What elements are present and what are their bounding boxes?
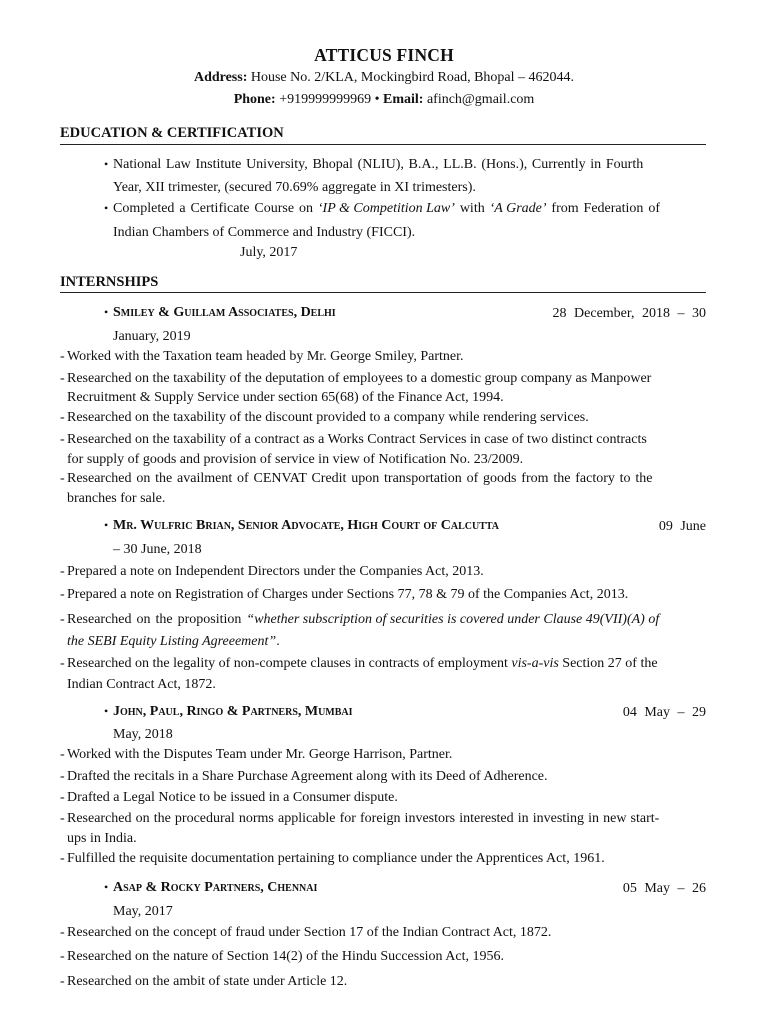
list-item-text: Researched on the legality of non-compete clauses in contracts of employment bbox=[67, 656, 512, 671]
list-item bbox=[60, 974, 347, 990]
list-item-text: Researched on the proposition bbox=[67, 612, 247, 627]
period: . bbox=[276, 634, 280, 649]
education-item-1-line-1: National Law Institute University, Bhopal (NLIU), B.A., LL.B. (Hons.), Currently in Fourth bbox=[113, 157, 644, 172]
address-label: Address: bbox=[193, 70, 248, 85]
phone-value: +919999999969 • bbox=[275, 92, 383, 107]
address-value: House No. 2/KLA, Mockingbird Road, Bhopal – 462044. bbox=[247, 70, 575, 85]
dash-icon: - bbox=[60, 974, 65, 989]
dash-icon: - bbox=[60, 564, 65, 579]
internship-date-cont: January, 2019 bbox=[113, 329, 191, 344]
firm-name: Mr. Wulfric Brian, Senior Advocate, High Court of Calcutta bbox=[113, 518, 500, 533]
latin-term: vis-a-vis bbox=[511, 656, 559, 671]
list-item bbox=[60, 949, 504, 965]
internship-date-cont: – 30 June, 2018 bbox=[113, 542, 202, 557]
list-item-text: Researched on the taxability of a contract as a Works Contract Services in case of two distinct contracts bbox=[67, 432, 647, 447]
list-item bbox=[60, 790, 398, 806]
dash-icon: - bbox=[60, 656, 65, 671]
list-item-text: Researched on the availment of CENVAT Credit upon transportation of goods from the factory to the bbox=[67, 471, 653, 486]
list-item bbox=[60, 851, 605, 867]
list-item bbox=[60, 371, 651, 387]
list-item bbox=[60, 925, 551, 941]
dash-icon: - bbox=[60, 349, 65, 364]
education-item-2-course: ‘IP & Competition Law’ bbox=[317, 201, 455, 216]
email-label: Email: bbox=[382, 92, 424, 107]
list-item-continuation: Recruitment & Supply Service under section 65(68) of the Finance Act, 1994. bbox=[67, 390, 504, 405]
internships-section-title: INTERNSHIPS bbox=[60, 274, 159, 290]
dash-icon: - bbox=[60, 612, 65, 627]
list-item bbox=[60, 612, 659, 628]
contact-line bbox=[0, 92, 768, 108]
internship-firm bbox=[104, 704, 353, 720]
firm-name: Smiley & Guillam Associates, Delhi bbox=[113, 305, 336, 320]
list-item-text: Researched on the procedural norms applicable for foreign investors interested in investing in new start- bbox=[67, 811, 660, 826]
list-item-text: Worked with the Disputes Team under Mr. George Harrison, Partner. bbox=[67, 747, 453, 762]
internship-date: 05 May – 26 bbox=[622, 881, 706, 896]
education-item-2-date: July, 2017 bbox=[240, 245, 298, 260]
list-item-text: Researched on the nature of Section 14(2) of the Hindu Succession Act, 1956. bbox=[67, 949, 505, 964]
dash-icon: - bbox=[60, 769, 65, 784]
bullet-icon: • bbox=[104, 305, 109, 319]
proposition-quote-cont: the SEBI Equity Listing Agreeement” bbox=[67, 634, 277, 649]
list-item-text: Section 27 of the bbox=[558, 656, 658, 671]
list-item bbox=[60, 656, 658, 672]
internship-firm bbox=[104, 880, 317, 896]
dash-icon: - bbox=[60, 410, 65, 425]
list-item bbox=[60, 564, 484, 580]
education-item-1-line-2: Year, XII trimester, (secured 70.69% aggregate in XI trimesters). bbox=[113, 180, 476, 195]
dash-icon: - bbox=[60, 432, 65, 447]
candidate-name: ATTICUS FINCH bbox=[314, 45, 454, 65]
education-item-2-grade: ‘A Grade’ bbox=[489, 201, 547, 216]
list-item bbox=[60, 769, 548, 785]
list-item bbox=[60, 410, 589, 426]
list-item-continuation: ups in India. bbox=[67, 831, 137, 846]
internship-date: 04 May – 29 bbox=[622, 705, 706, 720]
list-item-text: Drafted a Legal Notice to be issued in a Consumer dispute. bbox=[67, 790, 398, 805]
list-item bbox=[60, 432, 647, 448]
list-item-text: Drafted the recitals in a Share Purchase Agreement along with its Deed of Adherence. bbox=[67, 769, 548, 784]
list-item bbox=[60, 587, 628, 603]
dash-icon: - bbox=[60, 811, 65, 826]
list-item-text: Worked with the Taxation team headed by Mr. George Smiley, Partner. bbox=[67, 349, 464, 364]
list-item-continuation: for supply of goods and provision of service in view of Notification No. 23/2009. bbox=[67, 452, 524, 467]
internship-date: 28 December, 2018 – 30 bbox=[552, 306, 706, 321]
education-item-1 bbox=[104, 157, 643, 173]
internship-date-cont: May, 2017 bbox=[113, 904, 173, 919]
education-item-2-line-2: Indian Chambers of Commerce and Industry (FICCI). bbox=[113, 225, 416, 240]
bullet-icon: • bbox=[104, 880, 109, 894]
education-item-2-text-e: from Federation of bbox=[546, 201, 660, 216]
internship-firm bbox=[104, 305, 336, 321]
dash-icon: - bbox=[60, 747, 65, 762]
address-line bbox=[0, 70, 768, 86]
dash-icon: - bbox=[60, 790, 65, 805]
bullet-icon: • bbox=[104, 157, 109, 171]
dash-icon: - bbox=[60, 471, 65, 486]
list-item-text: Researched on the taxability of the deputation of employees to a domestic group company as Manpower bbox=[67, 371, 652, 386]
internship-date: 09 June bbox=[658, 519, 706, 534]
education-item-2-text-a: Completed a Certificate Course on bbox=[113, 201, 318, 216]
list-item-text: Researched on the ambit of state under Article 12. bbox=[67, 974, 348, 989]
internship-firm bbox=[104, 518, 499, 534]
education-item-2 bbox=[104, 201, 660, 217]
dash-icon: - bbox=[60, 371, 65, 386]
dash-icon: - bbox=[60, 851, 65, 866]
firm-name: Asap & Rocky Partners, Chennai bbox=[113, 880, 318, 895]
education-item-2-text-c: with bbox=[454, 201, 490, 216]
firm-name: John, Paul, Ringo & Partners, Mumbai bbox=[113, 704, 353, 719]
bullet-icon: • bbox=[104, 704, 109, 718]
list-item bbox=[60, 349, 464, 365]
dash-icon: - bbox=[60, 587, 65, 602]
email-value: afinch@gmail.com bbox=[423, 92, 535, 107]
list-item-text: Prepared a note on Independent Directors under the Companies Act, 2013. bbox=[67, 564, 484, 579]
internship-date-cont: May, 2018 bbox=[113, 727, 173, 742]
education-section-title: EDUCATION & CERTIFICATION bbox=[60, 125, 284, 141]
list-item-continuation bbox=[67, 634, 280, 650]
list-item bbox=[60, 747, 452, 763]
section-divider bbox=[60, 144, 706, 145]
list-item bbox=[60, 811, 659, 827]
list-item-continuation: branches for sale. bbox=[67, 491, 166, 506]
bullet-icon: • bbox=[104, 201, 109, 215]
phone-label: Phone: bbox=[233, 92, 276, 107]
list-item-text: Prepared a note on Registration of Charges under Sections 77, 78 & 79 of the Companies Act, 2013. bbox=[67, 587, 629, 602]
bullet-icon: • bbox=[104, 518, 109, 532]
dash-icon: - bbox=[60, 949, 65, 964]
list-item-text: Fulfilled the requisite documentation pertaining to compliance under the Apprentices Act, 1961. bbox=[67, 851, 605, 866]
list-item-continuation: Indian Contract Act, 1872. bbox=[67, 677, 216, 692]
list-item-text: Researched on the taxability of the discount provided to a company while rendering services. bbox=[67, 410, 589, 425]
proposition-quote: “whether subscription of securities is covered under Clause 49(VII)(A) of bbox=[246, 612, 660, 627]
section-divider bbox=[60, 292, 706, 293]
list-item-text: Researched on the concept of fraud under Section 17 of the Indian Contract Act, 1872. bbox=[67, 925, 552, 940]
dash-icon: - bbox=[60, 925, 65, 940]
list-item bbox=[60, 471, 652, 487]
